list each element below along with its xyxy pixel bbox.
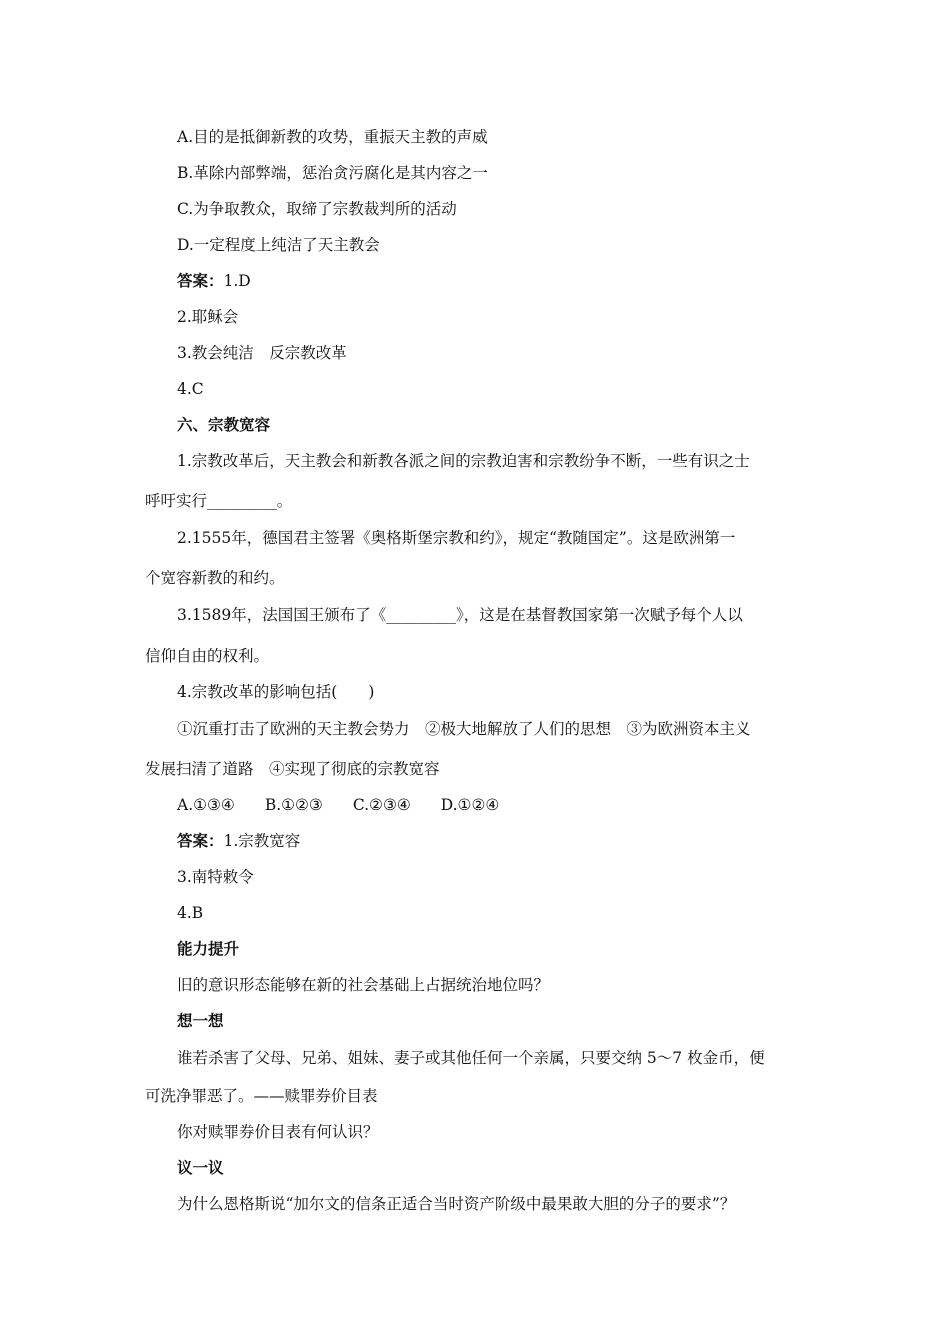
answer-3: 3.教会纯洁 反宗教改革 — [177, 344, 347, 362]
think-line-2: 可洗净罪恶了。——赎罪券价目表 — [145, 1087, 378, 1105]
ability-heading: 能力提升 — [177, 940, 240, 958]
option-d: D.一定程度上纯洁了天主教会 — [177, 236, 380, 254]
think-heading: 想一想 — [177, 1012, 224, 1030]
answer-1: 1.宗教宽容 — [223, 832, 301, 850]
discuss-heading: 议一议 — [177, 1159, 224, 1177]
option-b: B.革除内部弊端，惩治贪污腐化是其内容之一 — [177, 164, 488, 182]
ability-text: 旧的意识形态能够在新的社会基础上占据统治地位吗？ — [177, 976, 550, 994]
option-d: D.①②④ — [440, 796, 500, 814]
question-3-line-1: 3.1589年，法国国王颁布了《_________》，这是在基督教国家第一次赋予每个人以 — [177, 606, 743, 624]
option-b: B.①②③ — [264, 796, 323, 814]
section-heading: 六、宗教宽容 — [177, 416, 271, 434]
question-4-line-2: ①沉重打击了欧洲的天主教会势力 ②极大地解放了人们的思想 ③为欧洲资本主义 — [177, 720, 751, 738]
answer-4: 4.B — [177, 904, 204, 922]
question-2-line-2: 个宽容新教的和约。 — [145, 569, 285, 587]
answer-1: 1.D — [223, 272, 251, 290]
option-a: A.①③④ — [177, 796, 235, 814]
answer-2: 2.耶稣会 — [177, 308, 239, 326]
option-c: C.为争取教众，取缔了宗教裁判所的活动 — [177, 200, 457, 218]
answer-line — [177, 271, 251, 291]
question-3-line-2: 信仰自由的权利。 — [145, 647, 270, 665]
answer-4: 4.C — [177, 380, 204, 398]
answer-label: 答案： — [177, 832, 224, 850]
option-c: C.②③④ — [352, 796, 411, 814]
question-4-line-1: 4.宗教改革的影响包括( ) — [177, 683, 375, 701]
discuss-text: 为什么恩格斯说“加尔文的信条正适合当时资产阶级中最果敢大胆的分子的要求”？ — [177, 1195, 736, 1213]
answer-line — [177, 831, 300, 851]
think-line-1: 谁若杀害了父母、兄弟、姐妹、妻子或其他任何一个亲属，只要交纳 5～7 枚金币，便 — [177, 1049, 765, 1067]
question-1-line-1: 1.宗教改革后，天主教会和新教各派之间的宗教迫害和宗教纷争不断，一些有识之士 — [177, 452, 750, 470]
option-a: A.目的是抵御新教的攻势，重振天主教的声威 — [177, 128, 488, 146]
think-question: 你对赎罪券价目表有何认识？ — [177, 1123, 379, 1141]
answer-label: 答案： — [177, 272, 224, 290]
question-2-line-1: 2.1555年，德国君主签署《奥格斯堡宗教和约》，规定“教随国定”。这是欧洲第一 — [177, 529, 736, 547]
question-4-options — [177, 795, 529, 815]
question-4-line-3: 发展扫清了道路 ④实现了彻底的宗教宽容 — [145, 760, 440, 778]
answer-3: 3.南特敕令 — [177, 868, 254, 886]
question-1-line-2: 呼吁实行_________。 — [145, 492, 293, 510]
